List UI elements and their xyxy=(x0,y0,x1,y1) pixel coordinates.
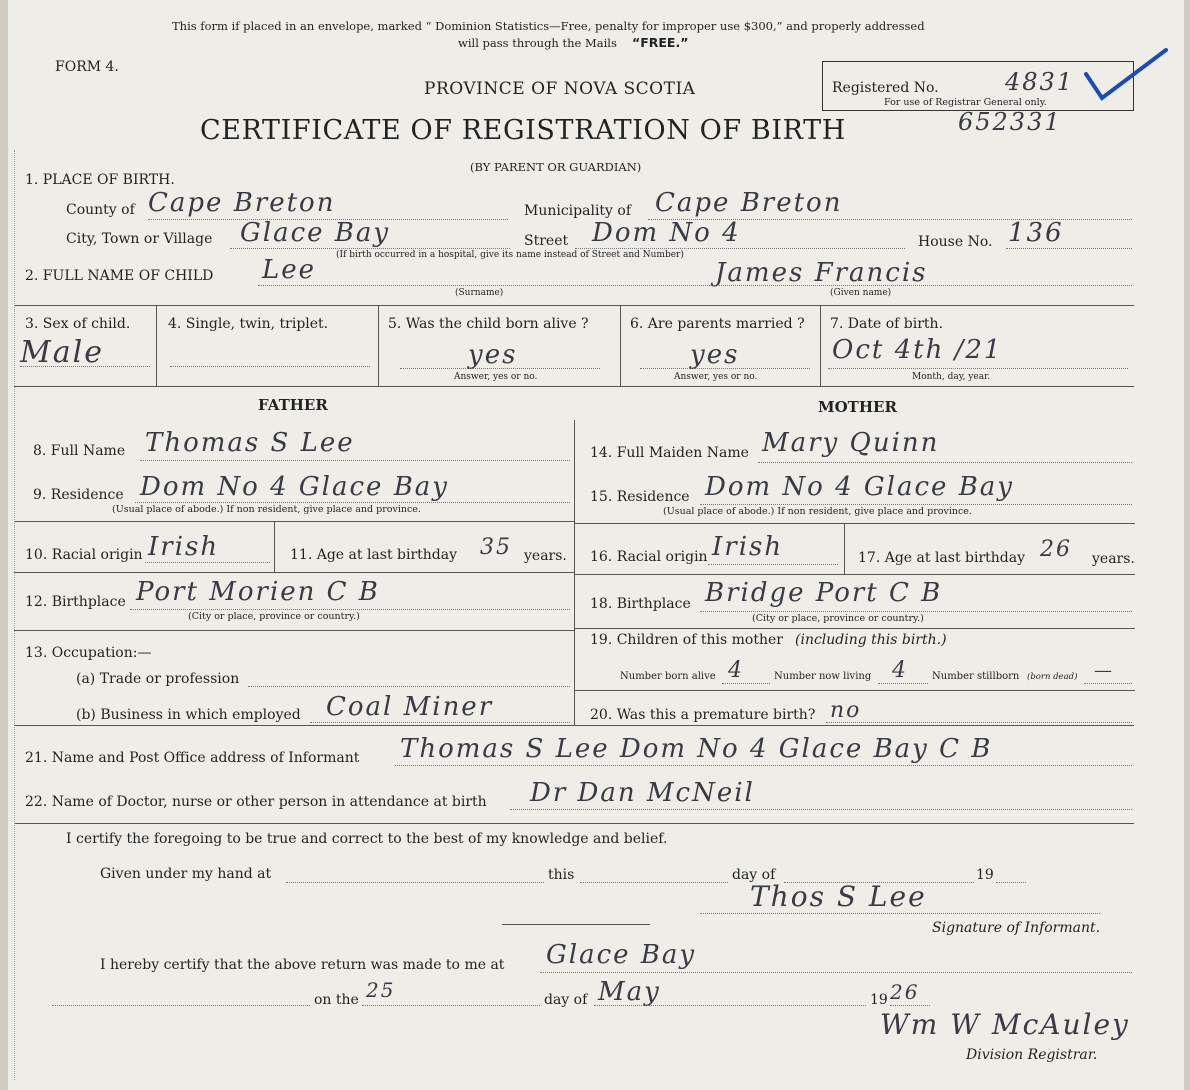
municipality-label: Municipality of xyxy=(524,203,632,219)
informant-signature: Thos S Lee xyxy=(750,880,927,913)
street-value: Dom No 4 xyxy=(592,218,741,248)
registrar-signature: Wm W McAuley xyxy=(880,1008,1130,1041)
informant-label: 21. Name and Post Office address of Informant xyxy=(25,750,360,766)
parents-married-label: 6. Are parents married ? xyxy=(630,316,805,332)
premature-value: no xyxy=(830,698,862,723)
street-label: Street xyxy=(524,233,569,249)
father-racial-label: 10. Racial origin xyxy=(25,547,143,563)
registrar-year-prefix: 19 xyxy=(870,992,888,1008)
occupation-label: 13. Occupation:— xyxy=(25,645,152,661)
informant-value: Thomas S Lee Dom No 4 Glace Bay C B xyxy=(400,734,993,764)
trade-label: (a) Trade or profession xyxy=(76,671,240,687)
city-label: City, Town or Village xyxy=(66,231,213,247)
children-note: (including this birth.) xyxy=(795,632,947,648)
mother-residence-value: Dom No 4 Glace Bay xyxy=(705,472,1014,502)
father-residence-label: 9. Residence xyxy=(33,487,124,503)
mail-notice-2: will pass through the Mails xyxy=(458,36,617,50)
father-racial-value: Irish xyxy=(148,532,220,562)
stillborn-label: Number stillborn xyxy=(932,671,1020,682)
father-residence-value: Dom No 4 Glace Bay xyxy=(140,472,449,502)
on-the-label: on the xyxy=(314,992,359,1008)
father-age-value: 35 xyxy=(480,535,512,560)
multiple-birth-label: 4. Single, twin, triplet. xyxy=(168,316,329,332)
premature-label: 20. Was this a premature birth? xyxy=(590,707,816,723)
free-label: “FREE.” xyxy=(632,35,689,50)
hospital-note: (If birth occurred in a hospital, give its name instead of Street and Number) xyxy=(336,250,684,260)
business-label: (b) Business in which employed xyxy=(76,707,301,723)
mother-racial-label: 16. Racial origin xyxy=(590,549,708,565)
doctor-value: Dr Dan McNeil xyxy=(530,778,755,808)
division-registrar-label: Division Registrar. xyxy=(966,1047,1098,1063)
year-prefix: 19 xyxy=(976,867,994,883)
mother-birthplace-label: 18. Birthplace xyxy=(590,596,691,612)
page-subtitle: (BY PARENT OR GUARDIAN) xyxy=(470,160,642,174)
this-label: this xyxy=(548,867,575,883)
now-living-label: Number now living xyxy=(774,671,872,682)
form-number: FORM 4. xyxy=(55,59,119,75)
mother-name-label: 14. Full Maiden Name xyxy=(590,445,749,461)
given-name-caption: (Given name) xyxy=(830,288,892,298)
birth-date-label: 7. Date of birth. xyxy=(830,316,944,332)
father-age-label: 11. Age at last birthday xyxy=(290,547,458,563)
born-alive-hint: Answer, yes or no. xyxy=(454,372,538,382)
children-label: 19. Children of this mother xyxy=(590,632,783,648)
father-abode-note: (Usual place of abode.) If non resident, give place and province. xyxy=(112,504,421,515)
sex-value: Male xyxy=(20,335,104,370)
birth-date-value: Oct 4th /21 xyxy=(832,335,1003,365)
stillborn-note: (born dead) xyxy=(1027,672,1078,682)
mother-name-value: Mary Quinn xyxy=(762,428,940,458)
father-birthplace-label: 12. Birthplace xyxy=(25,594,126,610)
born-alive-count-label: Number born alive xyxy=(620,671,716,682)
mother-residence-label: 15. Residence xyxy=(590,489,690,505)
sex-label: 3. Sex of child. xyxy=(25,316,131,332)
house-no-label: House No. xyxy=(918,234,993,250)
surname-caption: (Surname) xyxy=(455,288,504,298)
county-label: County of xyxy=(66,202,135,218)
father-city-note: (City or place, province or country.) xyxy=(188,611,360,622)
registrar-statement: I hereby certify that the above return was made to me at xyxy=(100,957,505,973)
province-heading: PROVINCE OF NOVA SCOTIA xyxy=(424,79,696,99)
mother-birthplace-value: Bridge Port C B xyxy=(705,578,943,608)
mother-age-years: years. xyxy=(1092,551,1135,567)
mail-notice: This form if placed in an envelope, marked “ Dominion Statistics—Free, penalty for improper use $300,” and properly addressed xyxy=(172,19,925,33)
born-alive-value: yes xyxy=(468,340,518,370)
mother-city-note: (City or place, province or country.) xyxy=(752,613,924,624)
father-age-years: years. xyxy=(524,548,567,564)
parents-married-value: yes xyxy=(690,340,740,370)
business-value: Coal Miner xyxy=(326,692,494,722)
child-surname-value: Lee xyxy=(262,255,317,285)
mother-abode-note: (Usual place of abode.) If non resident, give place and province. xyxy=(663,506,972,517)
page-title: CERTIFICATE OF REGISTRATION OF BIRTH xyxy=(200,115,846,146)
now-living-value: 4 xyxy=(892,658,908,683)
father-name-label: 8. Full Name xyxy=(33,443,126,459)
born-alive-count-value: 4 xyxy=(728,658,744,683)
registrar-day-of: day of xyxy=(544,992,588,1008)
registrar-only-note: For use of Registrar General only. xyxy=(884,97,1047,108)
registered-no-label: Registered No. xyxy=(832,80,939,96)
given-under-hand-label: Given under my hand at xyxy=(100,866,272,882)
father-birthplace-value: Port Morien C B xyxy=(136,577,380,607)
municipality-value: Cape Breton xyxy=(655,188,843,218)
mother-age-value: 26 xyxy=(1040,537,1072,562)
registrar-year: 26 xyxy=(890,980,920,1004)
father-heading: FATHER xyxy=(258,396,328,414)
house-no-value: 136 xyxy=(1008,218,1064,248)
mother-age-label: 17. Age at last birthday xyxy=(858,550,1026,566)
certify-statement: I certify the foregoing to be true and correct to the best of my knowledge and belief. xyxy=(66,831,668,847)
mother-heading: MOTHER xyxy=(818,398,897,416)
registrar-place: Glace Bay xyxy=(546,940,697,970)
signature-informant-label: Signature of Informant. xyxy=(932,920,1101,936)
registered-no-value: 4831 xyxy=(1005,68,1075,96)
county-value: Cape Breton xyxy=(148,188,336,218)
doctor-label: 22. Name of Doctor, nurse or other person in attendance at birth xyxy=(25,794,487,810)
birth-date-hint: Month, day, year. xyxy=(912,372,991,382)
born-alive-label: 5. Was the child born alive ? xyxy=(388,316,589,332)
checkmark-icon xyxy=(1082,44,1172,106)
child-name-label: 2. FULL NAME OF CHILD xyxy=(25,268,214,284)
stillborn-value: — xyxy=(1094,660,1114,681)
registrar-day: 25 xyxy=(366,978,396,1002)
city-value: Glace Bay xyxy=(240,218,391,248)
registrar-month: May xyxy=(598,977,661,1007)
father-name-value: Thomas S Lee xyxy=(145,428,355,458)
stamp-number: 652331 xyxy=(958,108,1062,136)
place-of-birth-label: 1. PLACE OF BIRTH. xyxy=(25,172,175,188)
mother-racial-value: Irish xyxy=(712,532,784,562)
parents-married-hint: Answer, yes or no. xyxy=(674,372,758,382)
day-of-label: day of xyxy=(732,867,776,883)
child-given-value: James Francis xyxy=(715,258,928,288)
